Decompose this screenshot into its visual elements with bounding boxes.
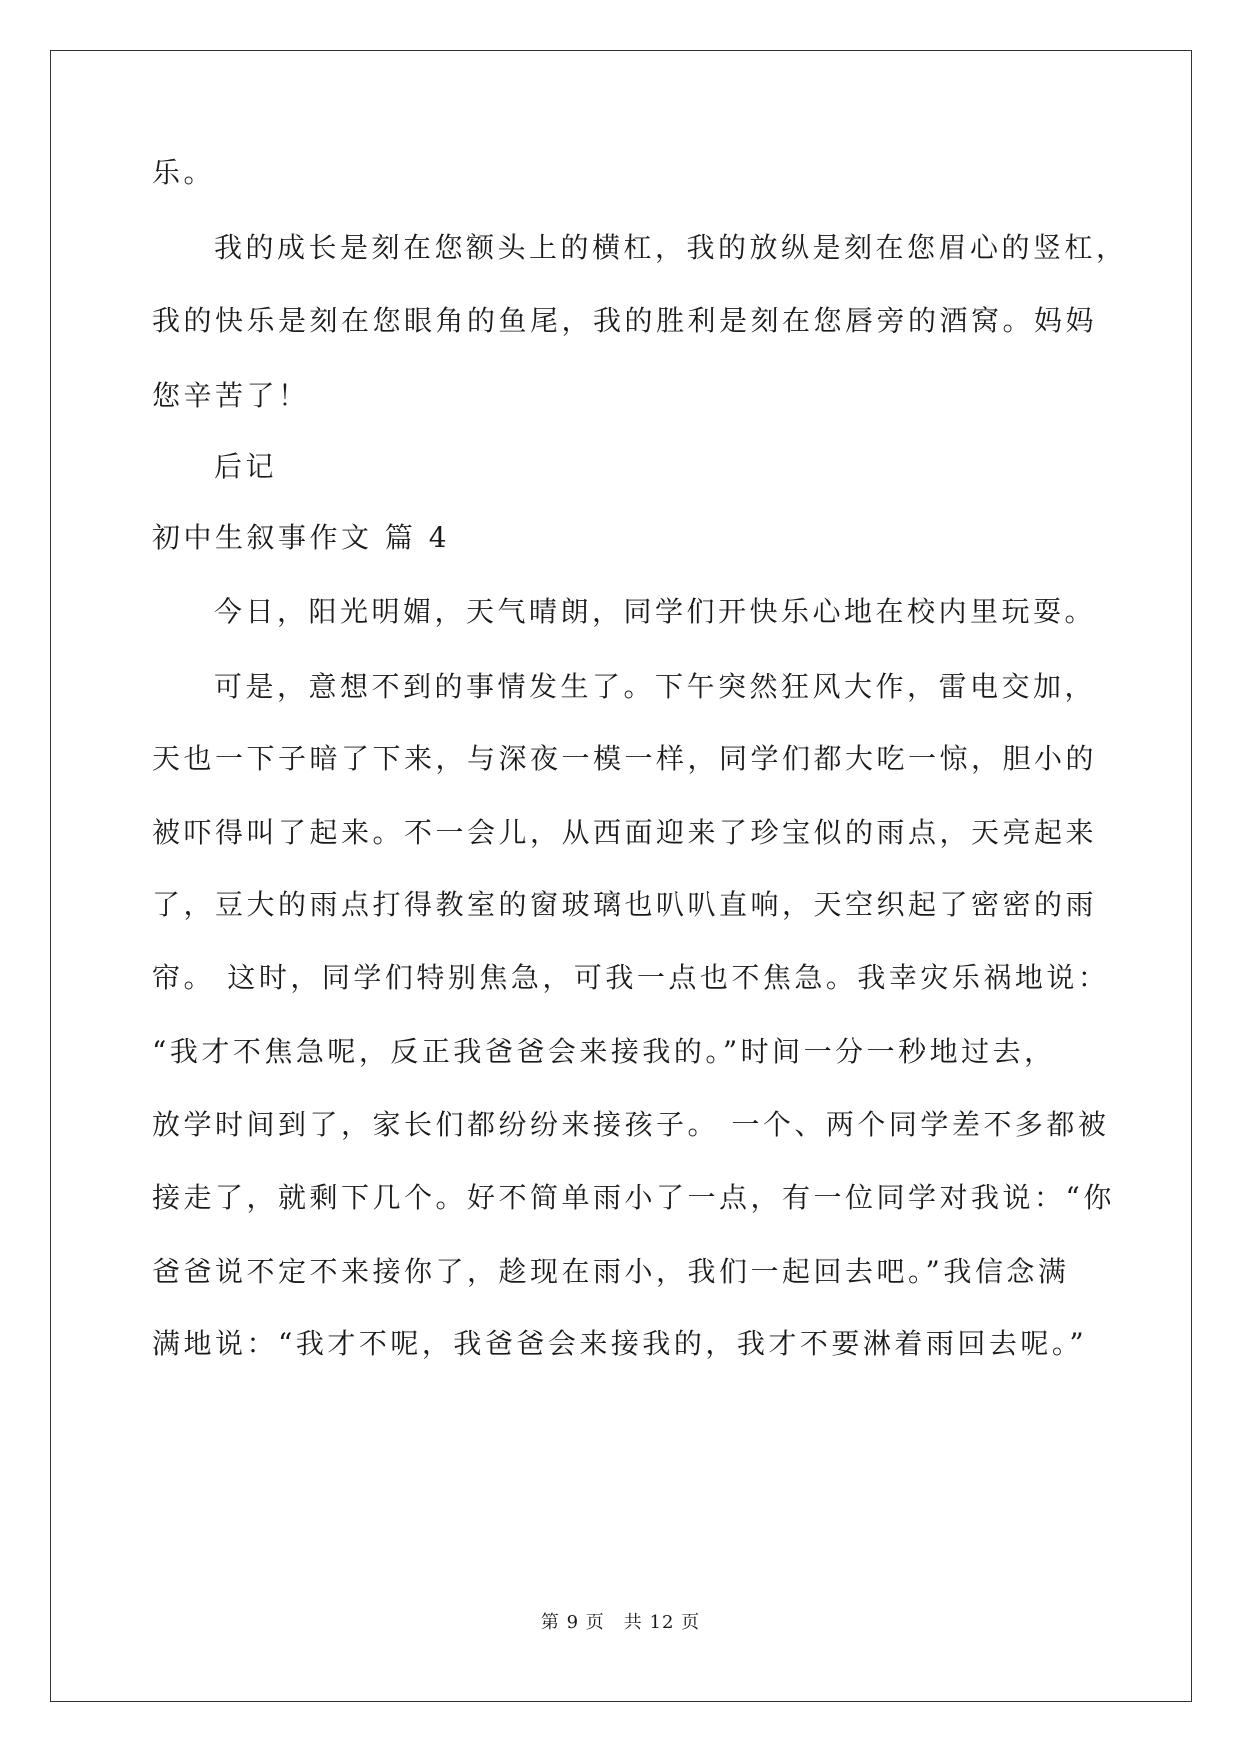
text-line: 乐。	[152, 156, 216, 189]
text-line: 满地说：“我才不呢，我爸爸会来接我的，我才不要淋着雨回去呢。”	[152, 1327, 1088, 1360]
text-line: 我的成长是刻在您额头上的横杠，我的放纵是刻在您眉心的竖杠，	[214, 231, 1128, 264]
text-line: 天也一下子暗了下来，与深夜一模一样，同学们都大吃一惊，胆小的	[152, 742, 1098, 775]
text-line: 今日，阳光明媚，天气晴朗，同学们开快乐心地在校内里玩耍。	[214, 595, 1097, 628]
text-line: 爸爸说不定不来接你了，趁现在雨小，我们一起回去吧。”我信念满	[152, 1255, 1070, 1288]
text-line: 我的快乐是刻在您眼角的鱼尾，我的胜利是刻在您唇旁的酒窝。妈妈	[152, 304, 1098, 337]
page-number-footer: 第 9 页 共 12 页	[540, 1612, 701, 1633]
page-border	[50, 50, 1192, 1702]
text-line: 后记	[214, 450, 278, 483]
text-line: 放学时间到了，家长们都纷纷来接孩子。 一个、两个同学差不多都被	[152, 1108, 1110, 1141]
section-heading: 初中生叙事作文 篇 4	[152, 521, 451, 554]
text-line: 可是，意想不到的事情发生了。下午突然狂风大作，雷电交加，	[214, 670, 1097, 703]
text-line: 您辛苦了！	[152, 379, 310, 412]
text-line: 了，豆大的雨点打得教室的窗玻璃也叭叭直响，天空织起了密密的雨	[152, 888, 1098, 921]
text-line: 帘。 这时，同学们特别焦急，可我一点也不焦急。我幸灾乐祸地说：	[152, 961, 1110, 994]
text-line: “我才不焦急呢，反正我爸爸会来接我的。”时间一分一秒地过去，	[152, 1035, 1056, 1068]
text-line: 被吓得叫了起来。不一会儿，从西面迎来了珍宝似的雨点，天亮起来	[152, 816, 1098, 849]
text-line: 接走了，就剩下几个。好不简单雨小了一点，有一位同学对我说：“你	[152, 1181, 1115, 1214]
